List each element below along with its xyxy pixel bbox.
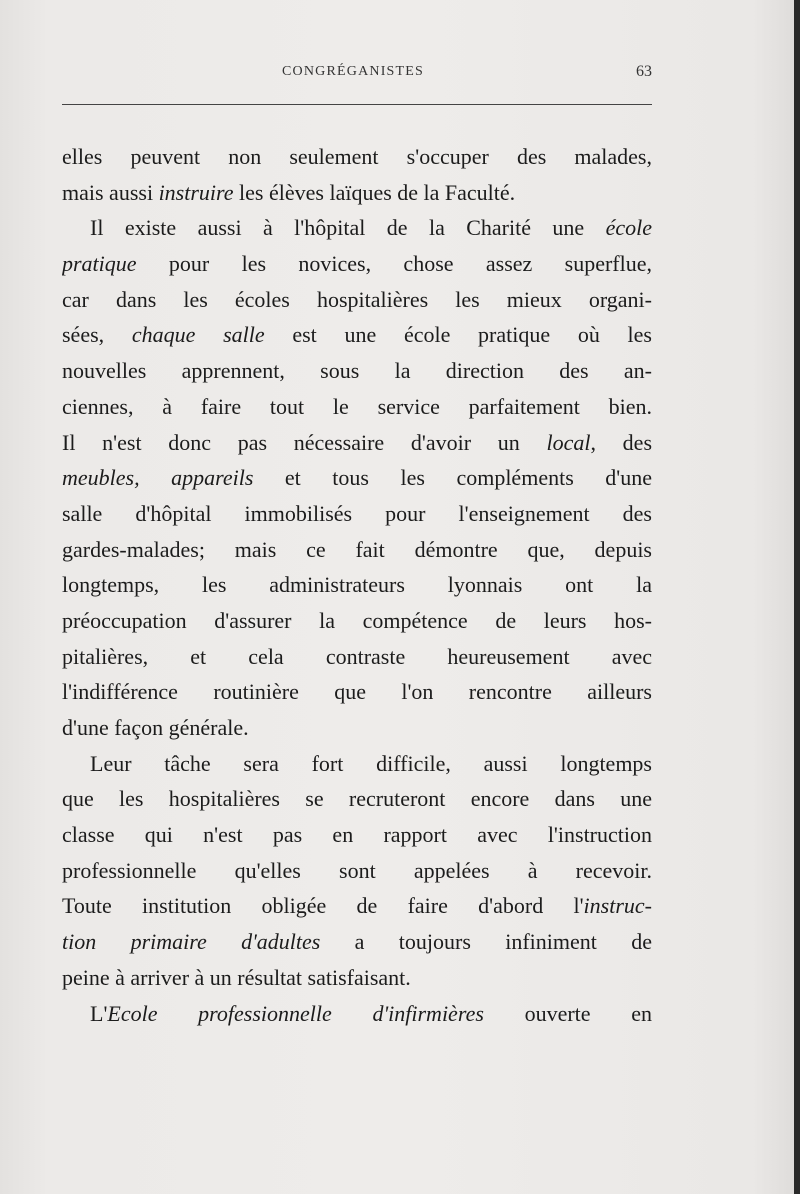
text-span: salle d'hôpital immobilisés pour l'enseignement des — [62, 500, 652, 526]
text-line — [62, 175, 652, 211]
text-line — [62, 210, 652, 246]
text-span: classe qui n'est pas en rapport avec l'instruction — [62, 822, 652, 848]
text-span: peine à arriver à un résultat satisfaisant. — [62, 964, 411, 990]
italic-text: école — [605, 215, 652, 241]
text-line — [62, 603, 652, 639]
text-line — [62, 924, 652, 960]
text-span: que les hospitalières se recruteront encore dans une — [62, 786, 652, 812]
text-span: longtemps, les administrateurs lyonnais ont la — [62, 572, 652, 598]
page-header — [62, 64, 652, 88]
page-edge-shadow — [794, 0, 800, 1194]
text-span: ciennes, à faire tout le service parfaitement bien. — [62, 393, 652, 419]
text-span: préoccupation d'assurer la compétence de leurs hos- — [62, 607, 652, 633]
text-line — [62, 639, 652, 675]
text-span: , des — [590, 429, 652, 455]
text-span: Il existe aussi à l'hôpital de la Charité une — [90, 215, 606, 241]
text-span: l'indifférence routinière que l'on rencontre ailleurs — [62, 679, 652, 705]
text-span: car dans les écoles hospitalières les mieux organi- — [62, 286, 652, 312]
text-span: elles peuvent non seulement s'occuper des malades, — [62, 144, 652, 169]
running-title: CONGRÉGANISTES — [282, 64, 425, 79]
text-line — [62, 425, 652, 461]
italic-text: pratique — [62, 251, 137, 277]
text-line — [62, 282, 652, 318]
text-line — [62, 853, 652, 889]
text-line — [62, 139, 652, 175]
text-span: sées, — [62, 322, 132, 348]
text-span: gardes-malades; mais ce fait démontre que, depuis — [62, 536, 652, 562]
text-line — [62, 888, 652, 924]
text-line — [62, 674, 652, 710]
italic-text: meubles, appareils — [62, 465, 254, 491]
header-rule — [62, 104, 652, 105]
text-span: professionnelle qu'elles sont appelées à recevoir. — [62, 857, 652, 883]
italic-text: tion primaire d'adultes — [62, 929, 321, 955]
text-line — [62, 746, 652, 782]
text-line — [62, 389, 652, 425]
italic-text: local — [546, 429, 591, 455]
text-span: mais aussi — [62, 179, 159, 205]
text-line — [62, 317, 652, 353]
text-span: Toute institution obligée de faire d'abord l' — [62, 893, 584, 919]
text-span: a toujours infiniment de — [320, 929, 652, 955]
body-text — [62, 139, 652, 1031]
italic-text: Ecole professionnelle d'infirmières — [107, 1000, 484, 1026]
text-span: les élèves laïques de la Faculté. — [233, 179, 516, 205]
italic-text: instruire — [158, 179, 234, 205]
text-span: L' — [90, 1000, 108, 1026]
text-line — [62, 567, 652, 603]
text-span: nouvelles apprennent, sous la direction des an- — [62, 358, 652, 384]
text-line — [62, 817, 652, 853]
text-line — [62, 246, 652, 282]
text-span: est une école pratique où les — [264, 322, 652, 348]
text-line — [62, 496, 652, 532]
text-span: Leur tâche sera fort difficile, aussi longtemps — [90, 750, 652, 776]
text-line — [62, 532, 652, 568]
text-span: pitalières, et cela contraste heureusement avec — [62, 643, 652, 669]
text-line — [62, 353, 652, 389]
text-line — [62, 781, 652, 817]
text-line — [62, 960, 652, 996]
page-number: 63 — [636, 63, 652, 80]
italic-text: chaque salle — [131, 322, 265, 348]
text-line — [62, 710, 652, 746]
text-line — [62, 996, 652, 1032]
text-span: et tous les compléments d'une — [253, 465, 652, 491]
text-span: pour les novices, chose assez superflue, — [136, 251, 652, 277]
text-span: d'une façon générale. — [62, 715, 249, 740]
text-span: ouverte en — [483, 1000, 652, 1026]
italic-text: instruc- — [583, 893, 652, 919]
text-line — [62, 460, 652, 496]
text-span: Il n'est donc pas nécessaire d'avoir un — [62, 429, 547, 455]
